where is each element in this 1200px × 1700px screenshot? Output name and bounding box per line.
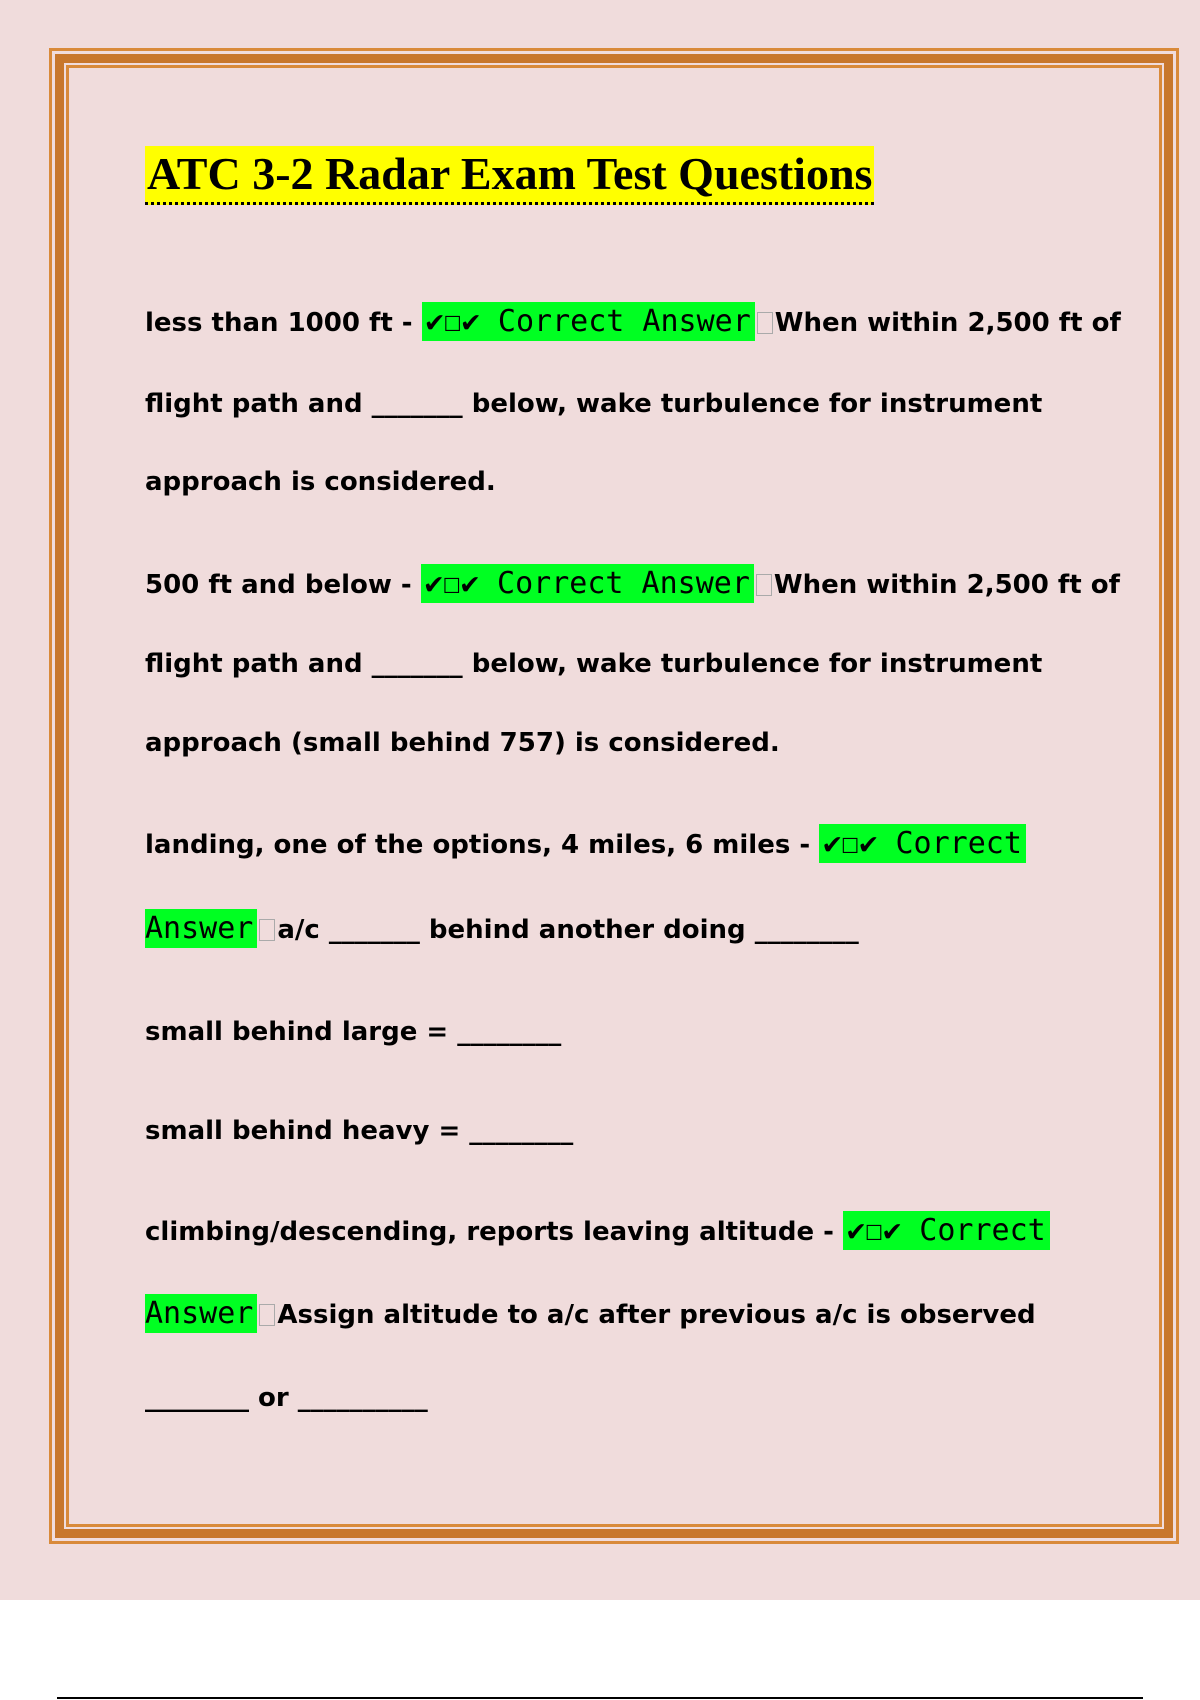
question-2-text-1: When within 2,500 ft of	[773, 570, 1120, 600]
box-icon	[757, 312, 773, 334]
question-4-answer: climbing/descending, reports leaving altitude -	[145, 1217, 834, 1247]
box-icon	[756, 574, 772, 596]
footer-divider	[57, 1697, 1143, 1699]
box-icon	[259, 919, 275, 941]
question-2-line-2: flight path and _______ below, wake turbulence for instrument	[145, 649, 1043, 679]
question-1-text-1: When within 2,500 ft of	[774, 308, 1121, 338]
question-3-line-1	[145, 822, 1026, 867]
question-4-line-1	[145, 1209, 1050, 1254]
question-1-line-2: flight path and _______ below, wake turbulence for instrument	[145, 389, 1043, 419]
correct-answer-marker: ✔☐✔ Correct Answer	[422, 302, 755, 341]
document-title: ATC 3-2 Radar Exam Test Questions	[145, 146, 874, 205]
question-3-line-4: small behind heavy = ________	[145, 1116, 574, 1146]
question-2-line-3: approach (small behind 757) is considered.	[145, 728, 780, 758]
question-3-text-1: a/c _______ behind another doing ________	[277, 915, 859, 945]
correct-answer-marker-part-2: Answer	[145, 1294, 257, 1333]
question-3-line-3: small behind large = ________	[145, 1017, 562, 1047]
question-2-line-1	[145, 562, 1120, 607]
question-4-line-2	[145, 1292, 1036, 1337]
correct-answer-marker: ✔☐✔ Correct Answer	[421, 564, 754, 603]
question-3-line-2	[145, 907, 859, 952]
question-2-answer: 500 ft and below -	[145, 570, 412, 600]
correct-answer-marker-part-1: ✔☐✔ Correct	[819, 824, 1026, 863]
question-4-line-3: ________ or __________	[145, 1383, 428, 1413]
question-1-line-3: approach is considered.	[145, 467, 496, 497]
box-icon	[259, 1304, 275, 1326]
correct-answer-marker-part-1: ✔☐✔ Correct	[843, 1211, 1050, 1250]
question-3-answer: landing, one of the options, 4 miles, 6 miles -	[145, 830, 811, 860]
question-4-text-1: Assign altitude to a/c after previous a/c is observed	[277, 1300, 1036, 1330]
correct-answer-marker-part-2: Answer	[145, 909, 257, 948]
question-1-answer: less than 1000 ft -	[145, 308, 413, 338]
question-1-line-1	[145, 300, 1121, 345]
